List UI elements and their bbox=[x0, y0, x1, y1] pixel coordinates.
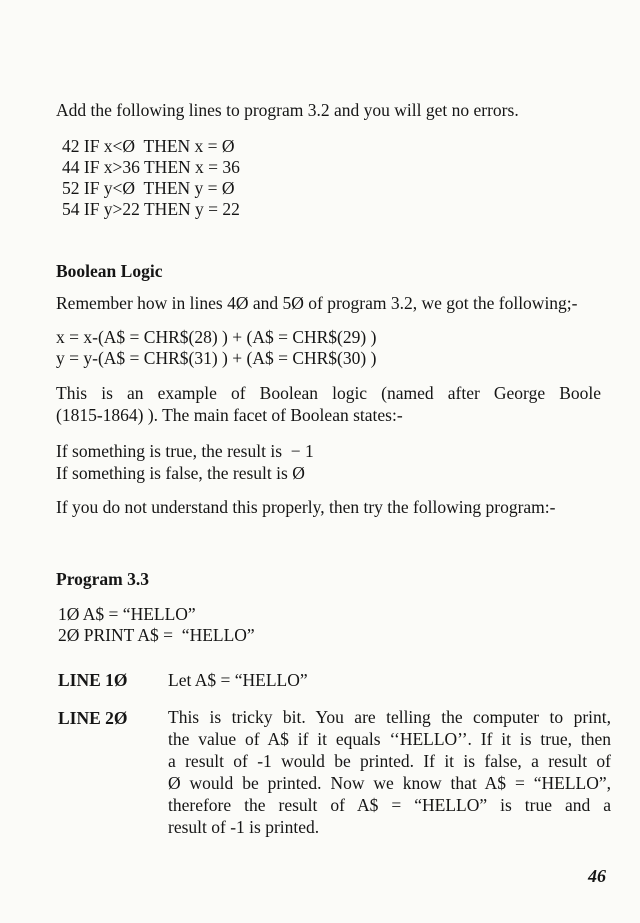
description-line: the value of A$ if it equals ‘‘HELLO’’. If it is true, then bbox=[168, 729, 611, 749]
formula-line: x = x-(A$ = CHR$(28) ) + (A$ = CHR$(29) ) bbox=[56, 327, 377, 347]
description-line: a result of -1 would be printed. If it is false, a result of bbox=[168, 751, 611, 771]
code-line: 52 IF y<Ø THEN y = Ø bbox=[62, 178, 235, 198]
page-number: 46 bbox=[588, 866, 606, 886]
section-heading: Boolean Logic bbox=[56, 261, 163, 281]
paragraph-line: (1815-1864) ). The main facet of Boolean states:- bbox=[56, 405, 403, 425]
line-label: LINE 2Ø bbox=[58, 708, 128, 728]
code-line: 54 IF y>22 THEN y = 22 bbox=[62, 199, 240, 219]
description-line: Ø would be printed. Now we know that A$ = “HELLO”, bbox=[168, 773, 611, 793]
program-line: 2Ø PRINT A$ = “HELLO” bbox=[58, 625, 255, 645]
line-label: LINE 1Ø bbox=[58, 670, 128, 690]
description-line: result of -1 is printed. bbox=[168, 817, 320, 837]
rule-line: If something is false, the result is Ø bbox=[56, 463, 305, 483]
description-line: This is tricky bit. You are telling the computer to print, bbox=[168, 707, 611, 727]
intro-text: Add the following lines to program 3.2 and you will get no errors. bbox=[56, 100, 519, 120]
program-line: 1Ø A$ = “HELLO” bbox=[58, 604, 196, 624]
line-description: Let A$ = “HELLO” bbox=[168, 670, 308, 690]
paragraph-line: This is an example of Boolean logic (named after George Boole bbox=[56, 383, 601, 403]
rule-line: If something is true, the result is − 1 bbox=[56, 441, 314, 461]
paragraph: If you do not understand this properly, then try the following program:- bbox=[56, 497, 556, 517]
formula-line: y = y-(A$ = CHR$(31) ) + (A$ = CHR$(30) ) bbox=[56, 348, 377, 368]
paragraph: Remember how in lines 4Ø and 5Ø of program 3.2, we got the following;- bbox=[56, 293, 578, 313]
line-description bbox=[168, 706, 611, 838]
description-line: therefore the result of A$ = “HELLO” is true and a bbox=[168, 795, 611, 815]
code-line: 42 IF x<Ø THEN x = Ø bbox=[62, 136, 235, 156]
code-line: 44 IF x>36 THEN x = 36 bbox=[62, 157, 240, 177]
program-heading: Program 3.3 bbox=[56, 569, 149, 589]
